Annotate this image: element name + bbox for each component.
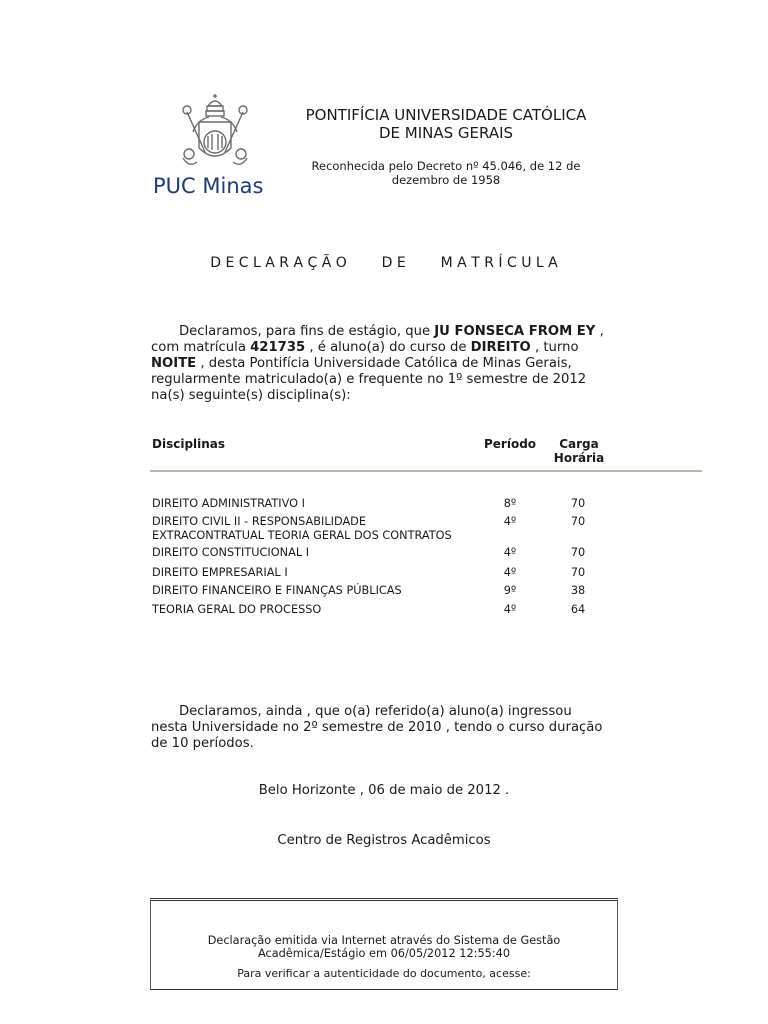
header-disciplines: Disciplinas xyxy=(152,437,226,451)
intro-text-2: , xyxy=(599,324,604,339)
discipline-period: 4º xyxy=(503,566,517,579)
place-and-date: Belo Horizonte , 06 de maio de 2012 . xyxy=(258,783,510,798)
intro-text-7: regularmente matriculado(a) e frequente no 1º semestre de 2012 xyxy=(151,372,587,387)
intro-text-8: na(s) seguinte(s) disciplina(s): xyxy=(151,388,351,403)
logo-wordmark: PUC Minas xyxy=(153,174,264,198)
discipline-period: 4º xyxy=(503,546,517,559)
table-header-divider xyxy=(150,470,702,472)
university-name xyxy=(270,106,622,142)
discipline-hours: 70 xyxy=(570,566,586,579)
discipline-name: TEORIA GERAL DO PROCESSO xyxy=(152,603,322,616)
intro-text-1: Declaramos, para fins de estágio, que xyxy=(179,324,431,339)
closing-paragraph xyxy=(151,704,621,752)
discipline-period: 8º xyxy=(503,497,517,510)
discipline-name: DIREITO FINANCEIRO E FINANÇAS PÚBLICAS xyxy=(152,584,402,597)
discipline-period: 9º xyxy=(503,584,517,597)
university-line-1: PONTIFÍCIA UNIVERSIDADE CATÓLICA xyxy=(305,106,587,124)
document-title xyxy=(150,255,618,271)
department-name: Centro de Registros Acadêmicos xyxy=(277,833,491,848)
discipline-name: DIREITO EMPRESARIAL I xyxy=(152,566,288,579)
student-name: JU FONSECA FROM EY xyxy=(434,324,596,339)
verification-footer xyxy=(150,898,618,990)
closing-line-2: nesta Universidade no 2º semestre de 2010 , tendo o curso duração xyxy=(151,720,603,735)
title-word-1: D E C L A R A Ç Ã O xyxy=(210,255,347,271)
footer-line-3: Para verificar a autenticidade do documento, acesse: xyxy=(237,967,531,980)
header-hours-line-1: Carga xyxy=(559,437,599,451)
coat-of-arms-icon xyxy=(175,92,255,176)
intro-text-6: , desta Pontifícia Universidade Católica de Minas Gerais, xyxy=(200,356,572,371)
recognition-decree xyxy=(300,159,592,187)
discipline-name xyxy=(152,515,482,543)
discipline-name: DIREITO ADMINISTRATIVO I xyxy=(152,497,305,510)
discipline-hours: 38 xyxy=(570,584,586,597)
decree-line-1: Reconhecida pelo Decreto nº 45.046, de 12 de xyxy=(311,159,581,173)
puc-minas-logo xyxy=(150,92,280,204)
intro-text-3: com matrícula xyxy=(151,340,246,355)
discipline-period: 4º xyxy=(503,603,517,616)
intro-text-5: , turno xyxy=(534,340,579,355)
footer-line-2: Acadêmica/Estágio em 06/05/2012 12:55:40 xyxy=(257,947,511,960)
intro-paragraph xyxy=(151,324,621,404)
decree-line-2: dezembro de 1958 xyxy=(391,173,501,187)
title-word-3: M A T R Í C U L A xyxy=(440,255,558,271)
university-line-2: DE MINAS GERAIS xyxy=(378,124,514,142)
footer-line-1: Declaração emitida via Internet através do Sistema de Gestão xyxy=(207,934,561,947)
intro-text-4: , é aluno(a) do curso de xyxy=(309,340,467,355)
discipline-hours: 70 xyxy=(570,497,586,510)
discipline-name: DIREITO CONSTITUCIONAL I xyxy=(152,546,310,559)
title-word-2: D E xyxy=(381,255,406,271)
header-hours xyxy=(548,437,610,465)
course-name: DIREITO xyxy=(470,340,531,355)
header-period: Período xyxy=(484,437,537,451)
discipline-hours: 64 xyxy=(570,603,586,616)
discipline-hours: 70 xyxy=(570,546,586,559)
closing-line-1: Declaramos, ainda , que o(a) referido(a) aluno(a) ingressou xyxy=(179,704,572,719)
discipline-name-line-1: DIREITO CIVIL II - RESPONSABILIDADE xyxy=(152,515,367,528)
discipline-name-line-2: EXTRACONTRATUAL TEORIA GERAL DOS CONTRATOS xyxy=(152,529,452,542)
header-hours-line-2: Horária xyxy=(553,451,605,465)
registration-number: 421735 xyxy=(250,340,306,355)
discipline-hours: 70 xyxy=(570,515,586,528)
discipline-period: 4º xyxy=(503,515,517,528)
shift-name: NOITE xyxy=(151,356,197,371)
closing-line-3: de 10 períodos. xyxy=(151,736,254,751)
